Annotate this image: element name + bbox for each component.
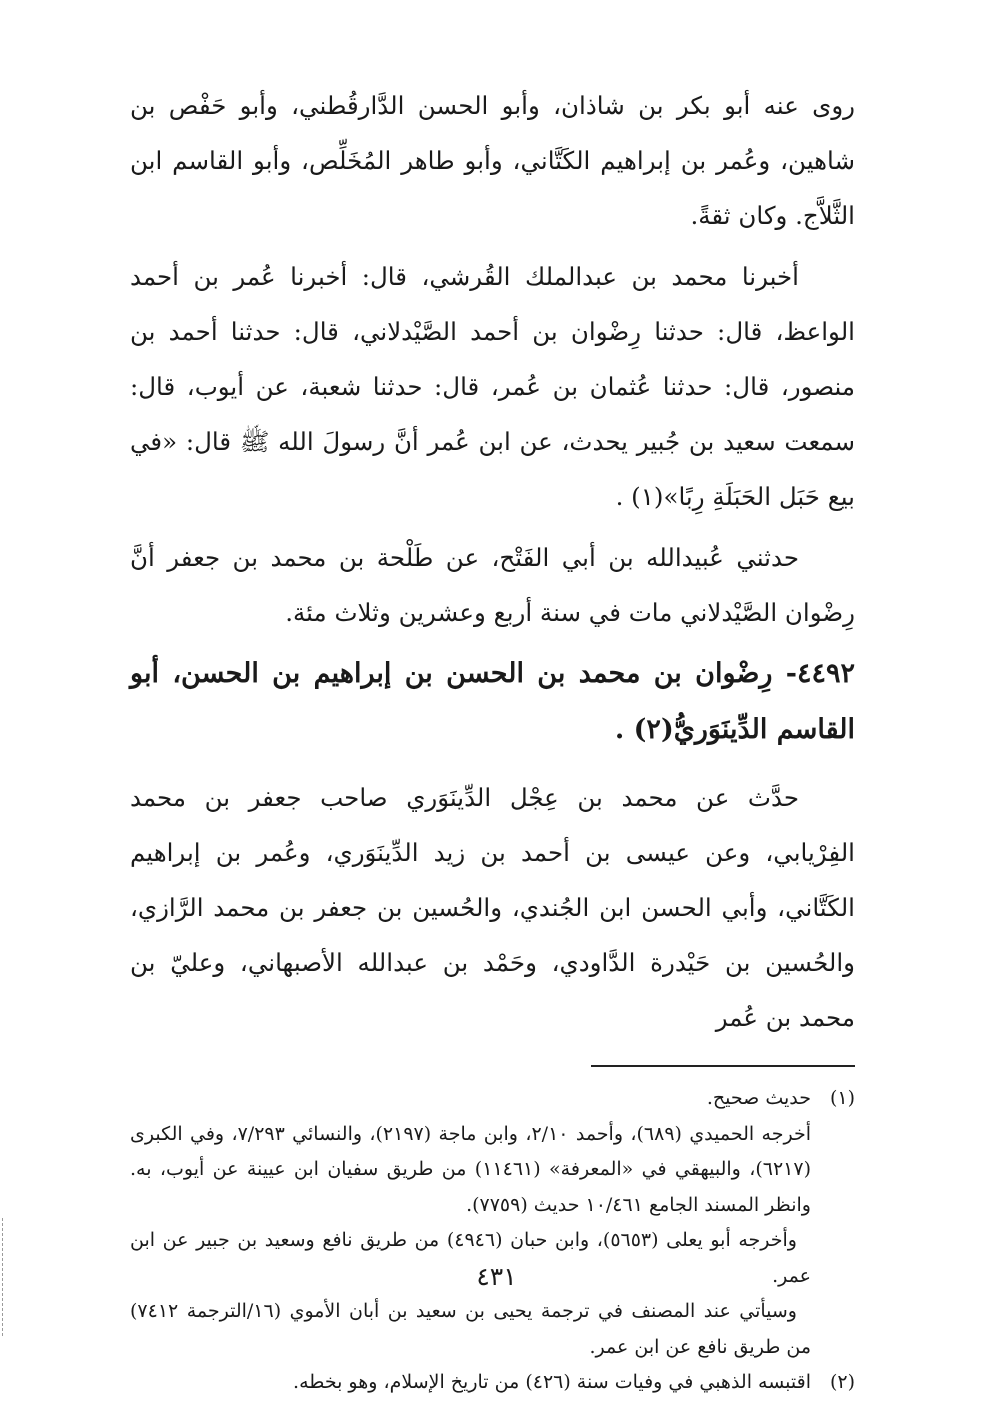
footnote-divider <box>591 1065 855 1067</box>
scan-margin-marks <box>2 1218 3 1336</box>
footnote-1-number: (١) <box>829 1087 855 1109</box>
paragraph-death: حدثني عُبيدالله بن أبي الفَتْح، عن طَلْحة بن محمد بن جعفر أنَّ رِضْوان الصَّيْدلاني مات في سنة أربع وعشرين وثلاث مئة. <box>130 543 855 627</box>
entry-heading: ٤٤٩٢- رِضْوان بن محمد بن الحسن بن إبراهيم بن الحسن، أبو القاسم الدِّينَوَريُّ(٢) . <box>130 658 855 745</box>
footnote-1-takhrij: أخرجه الحميدي (٦٨٩)، وأحمد ٢/١٠، وابن ماجة (٢١٩٧)، والنسائي ٧/٢٩٣، وفي الكبرى (٦٢١٧)، والبيهقي في «المعرفة» (١١٤٦١) من طريق سفيان ابن عيينة عن أيوب، به. وانظر المسند الجامع ١٠/٤٦١ حديث (٧٧٥٩). <box>130 1122 812 1216</box>
footnotes <box>130 1081 855 1401</box>
page-number: ٤٣١ <box>476 1262 517 1291</box>
footnote-1-takhrij-2: وأخرجه أبو يعلى (٥٦٥٣)، وابن حبان (٤٩٤٦) من طريق نافع وسعيد بن جبير عن ابن عمر. <box>130 1229 811 1287</box>
paragraph-teachers: حدَّث عن محمد بن عِجْل الدِّينَوَري صاحب جعفر بن محمد الفِرْيابي، وعن عيسى بن أحمد بن زيد الدِّينَوَري، وعُمر بن إبراهيم الكَتَّاني، وأبي الحسن ابن الجُندي، والحُسين بن جعفر بن محمد الرَّازي، والحُسين بن حَيْدرة الدَّاودي، وحَمْد بن عبدالله الأصبهاني، وعليّ بن محمد بن عُمر <box>130 783 855 1032</box>
footnote-1-text: حديث صحيح. <box>706 1087 811 1109</box>
footnote-1 <box>130 1081 855 1117</box>
main-text <box>130 78 855 1045</box>
footnote-2 <box>130 1365 855 1401</box>
footnote-2-text: اقتبسه الذهبي في وفيات سنة (٤٢٦) من تاريخ الإسلام، وهو بخطه. <box>293 1371 811 1393</box>
footnote-1-takhrij-3: وسيأتي عند المصنف في ترجمة يحيى بن سعيد بن أبان الأموي (١٦/الترجمة ٧٤١٢) من طريق نافع عن ابن عمر. <box>130 1300 811 1358</box>
paragraph-hadith: أخبرنا محمد بن عبدالملك القُرشي، قال: أخبرنا عُمر بن أحمد الواعظ، قال: حدثنا رِضْوان بن أحمد الصَّيْدلاني، قال: حدثنا أحمد بن منصور، قال: حدثنا عُثمان بن عُمر، قال: حدثنا شعبة، عن أيوب، قال: سمعت سعيد بن جُبير يحدث، عن ابن عُمر أنَّ رسولَ الله ﷺ قال: «في بيع حَبَل الحَبَلَةِ رِبًا»(١) . <box>130 262 855 511</box>
paragraph-narrators: روى عنه أبو بكر بن شاذان، وأبو الحسن الدَّارقُطني، وأبو حَفْص بن شاهين، وعُمر بن إبراهيم الكَتَّاني، وأبو طاهر المُخَلِّص، وأبو القاسم ابن الثَّلاَّج. وكان ثقةً. <box>130 91 855 230</box>
page-content <box>130 78 855 1401</box>
footnote-2-number: (٢) <box>829 1371 855 1393</box>
